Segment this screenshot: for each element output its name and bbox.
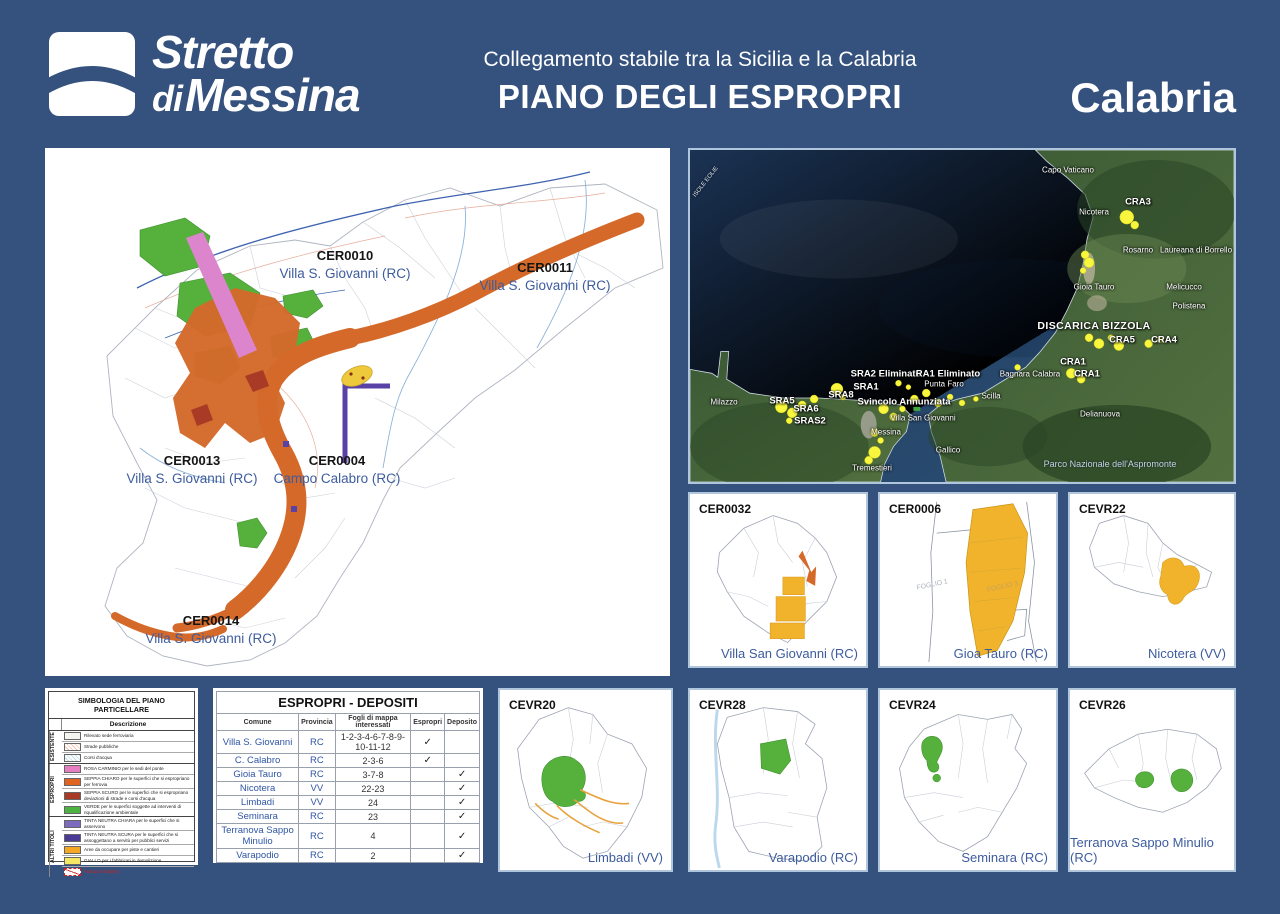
espropri-depositi-panel bbox=[213, 688, 483, 863]
table-column-header: Espropri bbox=[411, 714, 445, 731]
legend-row bbox=[62, 764, 194, 775]
panel-cer0032 bbox=[688, 492, 868, 668]
satellite-label: CRA1 bbox=[1074, 368, 1100, 380]
cell-provincia: RC bbox=[299, 768, 336, 782]
satellite-label: Nicotera bbox=[1079, 207, 1109, 217]
table-row bbox=[217, 796, 480, 810]
panel-cevr22 bbox=[1068, 492, 1236, 668]
satellite-label: RA1 Eliminato bbox=[915, 368, 981, 380]
cell-fogli: 2 bbox=[335, 849, 411, 863]
panel-cevr20-map bbox=[500, 690, 671, 870]
map-area-comune: Villa S. Giovanni (RC) bbox=[279, 265, 411, 281]
satellite-label: Melicucco bbox=[1166, 282, 1202, 292]
legend-table bbox=[48, 691, 195, 875]
satellite-label: Scilla bbox=[981, 391, 1001, 401]
satellite-label: CRA5 bbox=[1109, 334, 1135, 346]
map-area-label bbox=[279, 248, 410, 282]
satellite-label: Gioia Tauro bbox=[1073, 282, 1115, 292]
panel-caption: Limbadi (VV) bbox=[587, 850, 663, 865]
legend-row-text: TINTA NEUTRA SCURA per le superfici che si assoggettano a servitù per pubblici servizi bbox=[84, 832, 179, 843]
legend-row-text: Rilevato sede ferroviaria bbox=[84, 733, 134, 739]
satellite-label: CRA3 bbox=[1125, 196, 1151, 208]
cell-espropri bbox=[411, 810, 445, 824]
legend-group-name: ESPROPRI bbox=[49, 764, 62, 816]
panel-cevr24-map bbox=[880, 690, 1056, 870]
cell-comune: Limbadi bbox=[217, 796, 299, 810]
satellite-label: Milazzo bbox=[710, 397, 738, 407]
table-row bbox=[217, 849, 480, 863]
satellite-label: Punta Faro bbox=[924, 379, 964, 389]
cell-provincia: RC bbox=[299, 849, 336, 863]
cell-provincia: RC bbox=[299, 824, 336, 849]
legend-group bbox=[49, 764, 194, 817]
svg-text:FOGLIO 3: FOGLIO 3 bbox=[986, 580, 1019, 594]
espropri-depositi-table bbox=[216, 691, 480, 863]
satellite-label: SRA6 bbox=[793, 403, 819, 415]
logo-line2: diMessina bbox=[152, 69, 360, 121]
panel-code: CEVR28 bbox=[699, 698, 746, 712]
satellite-label: SRA1 bbox=[853, 381, 879, 393]
cell-espropri bbox=[411, 824, 445, 849]
cell-provincia: VV bbox=[299, 782, 336, 796]
legend-row-text: Strade pubbliche bbox=[84, 744, 119, 750]
map-area-code: CER0010 bbox=[316, 248, 374, 263]
legend-row-text: SEPPIA CHIARO per le superfici che si espropriano per ferrovia bbox=[84, 776, 190, 787]
legend-group bbox=[49, 731, 194, 764]
table-column-header: Fogli di mappa interessati bbox=[335, 714, 411, 731]
cell-fogli: 3-7-8 bbox=[335, 768, 411, 782]
satellite-label: Rosarno bbox=[1122, 245, 1154, 255]
cell-espropri bbox=[411, 849, 445, 863]
legend-rows bbox=[62, 764, 194, 816]
panel-code: CEVR24 bbox=[889, 698, 936, 712]
panel-cevr22-map bbox=[1070, 494, 1234, 666]
neutra-scura-swatch bbox=[64, 834, 81, 842]
legend-row bbox=[62, 803, 194, 816]
panel-cevr28-map bbox=[690, 690, 866, 870]
panel-caption: Villa San Giovanni (RC) bbox=[720, 646, 858, 661]
satellite-map-image bbox=[690, 150, 1234, 482]
legend-row-text: SEPPIA SCURO per le superfici che si espropriano deviazioni di strade e corsi d'acqua bbox=[84, 790, 189, 801]
legend-row bbox=[62, 731, 194, 742]
satellite-label: Bagnara Calabra bbox=[999, 369, 1061, 379]
legend-row-text: Corsi d'acqua bbox=[84, 755, 112, 761]
cell-deposito: ✓ bbox=[445, 768, 480, 782]
table-row bbox=[217, 768, 480, 782]
header-subtitle: Collegamento stabile tra la Sicilia e la Calabria bbox=[483, 48, 917, 71]
map-area-code: CER0013 bbox=[163, 453, 221, 468]
panel-cevr20 bbox=[498, 688, 673, 872]
rosa-swatch bbox=[64, 765, 81, 773]
legend-row-text: Fascia di rispetto bbox=[84, 869, 119, 875]
map-area-code: CER0014 bbox=[182, 613, 240, 628]
satellite-label: Messina bbox=[871, 427, 901, 437]
legend-panel bbox=[45, 688, 198, 875]
panel-cer0032-map bbox=[690, 494, 866, 666]
cell-provincia: RC bbox=[299, 731, 336, 754]
legend-row-text: TINTA NEUTRA CHIARA per le superfici che si asservono bbox=[84, 818, 180, 829]
table-row bbox=[217, 824, 480, 849]
cell-fogli: 22-23 bbox=[335, 782, 411, 796]
legend-row-text: GIALLO per i fabbricati in demolizione bbox=[84, 858, 162, 864]
cell-fogli: 24 bbox=[335, 796, 411, 810]
svg-text:FOGLIO 1: FOGLIO 1 bbox=[916, 578, 949, 592]
legend-row-text: VERDE per le superfici soggette ad interventi di riqualificazione ambientale bbox=[84, 804, 182, 815]
map-area-label bbox=[126, 453, 257, 487]
cell-fogli: 4 bbox=[335, 824, 411, 849]
table-row bbox=[217, 754, 480, 768]
legend-row bbox=[62, 845, 194, 856]
map-area-comune: Villa S. Giovanni (RC) bbox=[479, 277, 611, 293]
stretto-di-messina-logo bbox=[46, 25, 360, 121]
panel-caption: Varapodio (RC) bbox=[768, 850, 858, 865]
panel-caption: Seminara (RC) bbox=[961, 850, 1048, 865]
legend-row bbox=[62, 856, 194, 867]
panel-code: CEVR22 bbox=[1079, 502, 1126, 516]
cell-espropri: ✓ bbox=[411, 731, 445, 754]
table-row bbox=[217, 810, 480, 824]
panel-caption: Terranova Sappo Minulio (RC) bbox=[1070, 835, 1214, 865]
satellite-label: SRAS2 bbox=[794, 415, 826, 427]
satellite-label: SRA8 bbox=[828, 389, 854, 401]
bridge-logo-icon bbox=[46, 30, 138, 118]
amber-swatch bbox=[64, 846, 81, 854]
plain-white-swatch bbox=[64, 732, 81, 740]
cell-provincia: VV bbox=[299, 796, 336, 810]
panel-caption: Gioa Tauro (RC) bbox=[953, 646, 1048, 661]
map-area-comune: Villa S. Giovanni (RC) bbox=[145, 630, 277, 646]
page-title: PIANO DEGLI ESPROPRI bbox=[497, 78, 903, 115]
logo-line1: Stretto bbox=[152, 25, 294, 78]
panel-cevr24 bbox=[878, 688, 1058, 872]
map-area-label bbox=[274, 453, 401, 487]
main-cadastral-map-panel bbox=[45, 148, 670, 676]
cell-comune: Terranova Sappo Minulio bbox=[217, 824, 299, 849]
cell-provincia: RC bbox=[299, 810, 336, 824]
table-title: ESPROPRI - DEPOSITI bbox=[217, 692, 480, 714]
cell-comune: Gioia Tauro bbox=[217, 768, 299, 782]
header bbox=[0, 0, 1280, 140]
satellite-label: Tremestieri bbox=[852, 463, 892, 473]
legend-row-text: Aree da occupare per piste e cantieri bbox=[84, 847, 160, 853]
map-area-label bbox=[479, 260, 610, 294]
legend-group-name: ALTRI TITOLI bbox=[49, 817, 62, 877]
cell-comune: Varapodio bbox=[217, 849, 299, 863]
map-area-code: CER0004 bbox=[308, 453, 366, 468]
map-area-label bbox=[145, 613, 276, 647]
map-area-comune: Villa S. Giovanni (RC) bbox=[126, 470, 258, 486]
table-row bbox=[217, 782, 480, 796]
cell-espropri bbox=[411, 782, 445, 796]
cell-deposito: ✓ bbox=[445, 849, 480, 863]
legend-row bbox=[62, 775, 194, 789]
legend-row bbox=[62, 789, 194, 803]
satellite-label: SRA2 Eliminato bbox=[850, 368, 922, 380]
satellite-label: SRA5 bbox=[769, 395, 795, 407]
legend-rows bbox=[62, 731, 194, 763]
satellite-label: Delianuova bbox=[1079, 409, 1121, 419]
logo-text bbox=[152, 25, 360, 121]
cell-comune: Villa S. Giovanni bbox=[217, 731, 299, 754]
panel-code: CEVR26 bbox=[1079, 698, 1126, 712]
cell-espropri: ✓ bbox=[411, 754, 445, 768]
cell-fogli: 2-3-6 bbox=[335, 754, 411, 768]
cell-deposito: ✓ bbox=[445, 796, 480, 810]
satellite-label: Polistena bbox=[1172, 301, 1206, 311]
satellite-label: Laureana di Borrello bbox=[1159, 245, 1233, 255]
legend-row bbox=[62, 753, 194, 763]
satellite-label: CRA1 bbox=[1060, 356, 1086, 368]
giallo-swatch bbox=[64, 857, 81, 865]
legend-title: SIMBOLOGIA DEL PIANO PARTICELLARE bbox=[49, 692, 194, 719]
table-column-header: Comune bbox=[217, 714, 299, 731]
panel-code: CEVR20 bbox=[509, 698, 556, 712]
satellite-label: Parco Nazionale dell'Aspromonte bbox=[1043, 459, 1177, 469]
dashed-red-swatch bbox=[64, 868, 81, 876]
hatch-blue-swatch bbox=[64, 754, 81, 762]
legend-row-text: ROSA CARMINIO per le sedi del ponte bbox=[84, 766, 164, 772]
legend-row bbox=[62, 817, 194, 831]
cell-fogli: 23 bbox=[335, 810, 411, 824]
panel-caption: Nicotera (VV) bbox=[1147, 646, 1226, 661]
legend-group-name: ESISTENTE bbox=[49, 731, 62, 763]
satellite-label: Svincolo Annunziata bbox=[857, 396, 951, 408]
legend-row bbox=[62, 831, 194, 845]
panel-cevr28 bbox=[688, 688, 868, 872]
header-titles bbox=[400, 48, 1000, 116]
cell-comune: C. Calabro bbox=[217, 754, 299, 768]
cell-comune: Seminara bbox=[217, 810, 299, 824]
cell-espropri bbox=[411, 796, 445, 810]
cell-deposito bbox=[445, 754, 480, 768]
panel-code: CER0006 bbox=[889, 502, 942, 516]
cell-deposito bbox=[445, 731, 480, 754]
cell-deposito: ✓ bbox=[445, 782, 480, 796]
legend-group bbox=[49, 817, 194, 877]
panel-cer0006 bbox=[878, 492, 1058, 668]
region-title: Calabria bbox=[1070, 74, 1236, 121]
map-area-comune: Campo Calabro (RC) bbox=[273, 470, 401, 486]
satellite-label: Villa San Giovanni bbox=[890, 413, 956, 423]
satellite-label: ISOLE EOLIE bbox=[692, 165, 720, 199]
cell-fogli: 1-2-3-4-6-7-8-9-10-11-12 bbox=[335, 731, 411, 754]
main-cadastral-map-drawing bbox=[45, 148, 670, 676]
panel-cer0006-map bbox=[880, 494, 1056, 666]
hatch-pink-swatch bbox=[64, 743, 81, 751]
panel-code: CER0032 bbox=[699, 502, 752, 516]
legend-descrizione: Descrizione bbox=[109, 721, 147, 728]
table-row bbox=[217, 731, 480, 754]
neutra-chiara-swatch bbox=[64, 820, 81, 828]
cell-provincia: RC bbox=[299, 754, 336, 768]
satellite-overview-panel bbox=[688, 148, 1236, 484]
seppia-scuro-swatch bbox=[64, 792, 81, 800]
table-header-row bbox=[217, 714, 480, 731]
table-column-header: Deposito bbox=[445, 714, 480, 731]
cell-comune: Nicotera bbox=[217, 782, 299, 796]
map-area-code: CER0011 bbox=[517, 260, 573, 275]
legend-row bbox=[62, 742, 194, 753]
table-column-header: Provincia bbox=[299, 714, 336, 731]
satellite-label: DISCARICA BIZZOLA bbox=[1037, 320, 1151, 332]
cell-deposito: ✓ bbox=[445, 810, 480, 824]
seppia-chiaro-swatch bbox=[64, 778, 81, 786]
legend-rows bbox=[62, 817, 194, 877]
satellite-label: Gallico bbox=[935, 445, 961, 455]
verde-swatch bbox=[64, 806, 81, 814]
satellite-label: Capo Vaticano bbox=[1042, 165, 1094, 175]
legend-body bbox=[49, 731, 194, 877]
panel-cevr26 bbox=[1068, 688, 1236, 872]
cell-deposito: ✓ bbox=[445, 824, 480, 849]
satellite-label: CRA4 bbox=[1151, 334, 1177, 346]
legend-row bbox=[62, 867, 194, 877]
legend-column-header bbox=[49, 719, 194, 731]
cell-espropri bbox=[411, 768, 445, 782]
